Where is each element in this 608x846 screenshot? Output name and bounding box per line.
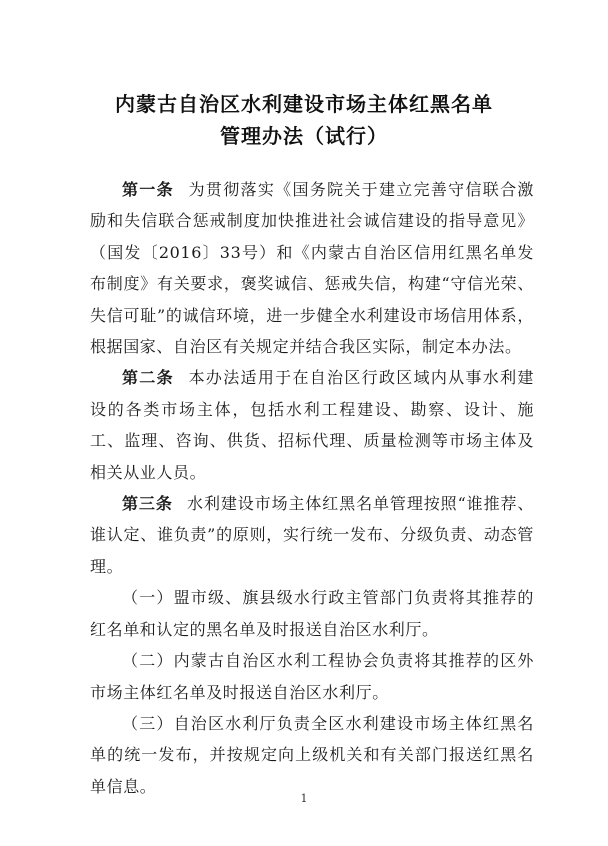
article-2-text: 本办法适用于在自治区行政区域内从事水利建设的各类市场主体，包括水利工程建设、勘察、设计、施工、监理、咨询、供货、招标代理、质量检测等市场主体及相关从业人员。	[90, 368, 534, 482]
article-1	[90, 174, 534, 362]
article-1-text: 为贯彻落实《国务院关于建立完善守信联合激励和失信联合惩戒制度加快推进社会诚信建设的指导意见》（国发〔2016〕33号）和《内蒙古自治区信用红黑名单发布制度》有关要求，褒奖诚信、惩戒失信，构建“守信光荣、失信可耻”的诚信环境，进一步健全水利建设市场信用体系，根据国家、自治区有关规定并结合我区实际，制定本办法。	[90, 180, 534, 357]
item-1: （一）盟市级、旗县级水行政主管部门负责将其推荐的红名单和认定的黑名单及时报送自治区水利厅。	[90, 588, 534, 639]
article-3-text: 水利建设市场主体红黑名单管理按照“谁推荐、谁认定、谁负责”的原则，实行统一发布、分级负责、动态管理。	[90, 494, 534, 576]
document-title-line-1: 内蒙古自治区水利建设市场主体红黑名单	[115, 92, 493, 116]
document-body	[90, 174, 534, 802]
page-number: 1	[300, 792, 308, 805]
article-3	[90, 488, 534, 582]
item-3: （三）自治区水利厅负责全区水利建设市场主体红黑名单的统一发布，并按规定向上级机关和有关部门报送红黑名单信息。	[90, 713, 534, 796]
article-1-label: 第一条	[122, 180, 174, 199]
document-title-line-2: 管理办法（试行）	[220, 124, 388, 148]
article-2-label: 第二条	[122, 368, 174, 388]
article-3-label: 第三条	[122, 494, 173, 514]
item-2: （二）内蒙古自治区水利工程协会负责将其推荐的区外市场主体红名单及时报送自治区水利厅。	[90, 651, 534, 702]
article-2	[90, 362, 534, 488]
